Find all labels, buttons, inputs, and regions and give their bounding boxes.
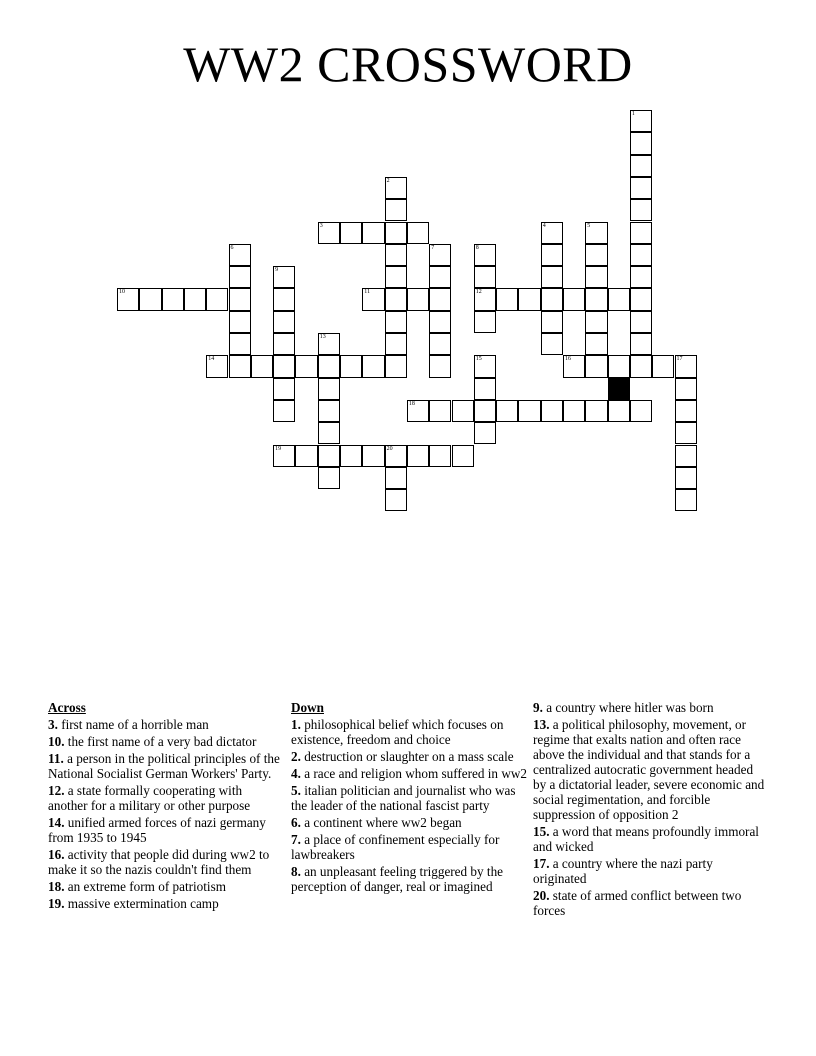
grid-cell[interactable]: [251, 355, 273, 377]
grid-cell[interactable]: [229, 333, 251, 355]
grid-cell[interactable]: [229, 311, 251, 333]
grid-cell[interactable]: [563, 288, 585, 310]
grid-cell[interactable]: [273, 266, 295, 288]
grid-cell[interactable]: [184, 288, 206, 310]
clue-text: a continent where ww2 began: [300, 815, 462, 830]
grid-cell[interactable]: [630, 199, 652, 221]
grid-cell[interactable]: [229, 266, 251, 288]
clue-number: 16.: [48, 847, 65, 862]
clue-text: a country where hitler was born: [542, 700, 714, 715]
clue-number: 9.: [533, 700, 543, 715]
grid-cell[interactable]: [162, 288, 184, 310]
grid-cell[interactable]: [318, 445, 340, 467]
grid-cell[interactable]: [585, 288, 607, 310]
clue-text: a person in the political principles of the National Socialist German Workers' Party.: [48, 751, 280, 781]
grid-cell[interactable]: [452, 445, 474, 467]
grid-cell[interactable]: [630, 155, 652, 177]
clue-text: massive extermination camp: [64, 896, 219, 911]
clue-number: 10.: [48, 734, 65, 749]
grid-cell[interactable]: [630, 400, 652, 422]
grid-cell[interactable]: [206, 288, 228, 310]
clue-item: [533, 888, 769, 918]
grid-cell[interactable]: [318, 333, 340, 355]
grid-cell[interactable]: [541, 244, 563, 266]
grid-cell[interactable]: [563, 355, 585, 377]
grid-cell[interactable]: [630, 110, 652, 132]
grid-cell[interactable]: [429, 355, 451, 377]
clue-number: 12.: [48, 783, 65, 798]
grid-cell[interactable]: [362, 355, 384, 377]
grid-cell[interactable]: [229, 288, 251, 310]
clue-text: a political philosophy, movement, or regime that exalts nation and often race above the individual and that stands for a centralized autocratic government headed by a dictatorial leader, severe economic and social regimentation, and forcible suppression of opposition 2: [533, 717, 765, 822]
clue-item: [533, 856, 769, 886]
clue-number: 11.: [48, 751, 64, 766]
across-clues: [48, 700, 284, 913]
grid-cell[interactable]: [385, 266, 407, 288]
grid-cell[interactable]: [318, 378, 340, 400]
grid-cell[interactable]: [385, 244, 407, 266]
grid-cell[interactable]: [630, 244, 652, 266]
clue-text: first name of a horrible man: [57, 717, 209, 732]
grid-cell[interactable]: [273, 311, 295, 333]
cell-number: 14: [208, 356, 215, 363]
clue-item: [533, 717, 769, 822]
grid-cell[interactable]: [541, 288, 563, 310]
cell-number: 19: [275, 445, 282, 452]
grid-cell[interactable]: [362, 445, 384, 467]
grid-cell[interactable]: [295, 355, 317, 377]
grid-cell[interactable]: [675, 489, 697, 511]
grid-cell[interactable]: [385, 288, 407, 310]
clue-item: [48, 783, 284, 813]
clue-item: [291, 864, 527, 894]
grid-cell[interactable]: [474, 311, 496, 333]
grid-cell[interactable]: [385, 467, 407, 489]
cell-number: 13: [319, 334, 326, 340]
clue-item: [48, 751, 284, 781]
grid-cell[interactable]: [518, 288, 540, 310]
grid-cell[interactable]: [585, 333, 607, 355]
grid-cell[interactable]: [407, 400, 429, 422]
grid-cell[interactable]: [273, 355, 295, 377]
grid-block-cell: [608, 378, 630, 400]
grid-cell[interactable]: [630, 288, 652, 310]
grid-cell[interactable]: [117, 288, 139, 310]
grid-cell[interactable]: [630, 222, 652, 244]
clue-item: [533, 700, 769, 715]
clue-text: italian politician and journalist who was the leader of the national fascist party: [291, 783, 516, 813]
grid-cell[interactable]: [273, 445, 295, 467]
across-heading: Across: [48, 700, 86, 715]
grid-cell[interactable]: [229, 355, 251, 377]
puzzle-title: WW2 CROSSWORD: [183, 36, 633, 92]
clue-item: [48, 879, 284, 894]
clue-item: [291, 717, 527, 747]
grid-cell[interactable]: [429, 311, 451, 333]
grid-cell[interactable]: [385, 177, 407, 199]
clue-item: [291, 766, 527, 781]
grid-cell[interactable]: [273, 288, 295, 310]
clue-text: philosophical belief which focuses on existence, freedom and choice: [291, 717, 504, 747]
grid-cell[interactable]: [385, 199, 407, 221]
clue-number: 13.: [533, 717, 550, 732]
clue-item: [533, 824, 769, 854]
grid-cell[interactable]: [385, 445, 407, 467]
grid-cell[interactable]: [496, 400, 518, 422]
grid-cell[interactable]: [340, 222, 362, 244]
clue-item: [48, 815, 284, 845]
clue-item: [48, 717, 284, 732]
grid-cell[interactable]: [585, 222, 607, 244]
grid-cell[interactable]: [429, 333, 451, 355]
cell-number: 7: [431, 244, 435, 251]
grid-cell[interactable]: [407, 445, 429, 467]
grid-cell[interactable]: [608, 400, 630, 422]
clue-number: 17.: [533, 856, 550, 871]
clue-number: 15.: [533, 824, 550, 839]
clue-number: 8.: [291, 864, 301, 879]
grid-cell[interactable]: [318, 467, 340, 489]
clue-number: 19.: [48, 896, 65, 911]
grid-cell[interactable]: [139, 288, 161, 310]
grid-cell[interactable]: [429, 288, 451, 310]
cell-number: 15: [475, 356, 482, 363]
clue-text: a word that means profoundly immoral and wicked: [533, 824, 759, 854]
grid-cell[interactable]: [675, 467, 697, 489]
grid-cell[interactable]: [652, 355, 674, 377]
cell-number: 18: [408, 400, 415, 407]
grid-cell[interactable]: [675, 400, 697, 422]
grid-cell[interactable]: [474, 288, 496, 310]
grid-cell[interactable]: [496, 288, 518, 310]
grid-cell[interactable]: [318, 400, 340, 422]
grid-cell[interactable]: [541, 266, 563, 288]
grid-cell[interactable]: [675, 355, 697, 377]
grid-cell[interactable]: [585, 266, 607, 288]
grid-cell[interactable]: [541, 222, 563, 244]
clue-number: 1.: [291, 717, 301, 732]
grid-cell[interactable]: [585, 400, 607, 422]
clue-number: 2.: [291, 749, 301, 764]
grid-cell[interactable]: [474, 266, 496, 288]
cell-number: 16: [565, 356, 571, 363]
grid-cell[interactable]: [474, 378, 496, 400]
grid-cell[interactable]: [474, 400, 496, 422]
cell-number: 10: [119, 289, 125, 296]
down-clues-continued: [533, 700, 769, 920]
grid-cell[interactable]: [585, 244, 607, 266]
grid-cell[interactable]: [295, 445, 317, 467]
grid-cell[interactable]: [206, 355, 228, 377]
clue-text: the first name of a very bad dictator: [64, 734, 257, 749]
grid-cell[interactable]: [385, 311, 407, 333]
grid-cell[interactable]: [608, 355, 630, 377]
cell-number: 12: [475, 289, 482, 296]
clue-number: 7.: [291, 832, 301, 847]
grid-cell[interactable]: [407, 288, 429, 310]
clue-text: an unpleasant feeling triggered by the perception of danger, real or imagined: [291, 864, 504, 894]
cell-number: 9: [275, 267, 279, 274]
clue-item: [291, 815, 527, 830]
grid-cell[interactable]: [385, 333, 407, 355]
clue-text: a state formally cooperating with another for a military or other purpose: [48, 783, 251, 813]
cell-number: 3: [319, 222, 323, 229]
cell-number: 8: [475, 244, 479, 251]
grid-cell[interactable]: [585, 311, 607, 333]
cell-number: 20: [386, 445, 393, 452]
grid-cell[interactable]: [675, 445, 697, 467]
grid-cell[interactable]: [407, 222, 429, 244]
grid-cell[interactable]: [429, 244, 451, 266]
cell-number: 2: [386, 177, 390, 184]
grid-cell[interactable]: [273, 400, 295, 422]
grid-cell[interactable]: [429, 400, 451, 422]
cell-number: 11: [364, 289, 371, 296]
clue-text: a country where the nazi party originated: [533, 856, 713, 886]
clue-item: [291, 749, 527, 764]
clue-item: [48, 847, 284, 877]
grid-cell[interactable]: [541, 400, 563, 422]
grid-cell[interactable]: [474, 244, 496, 266]
grid-cell[interactable]: [318, 355, 340, 377]
grid-cell[interactable]: [541, 333, 563, 355]
down-heading: Down: [291, 700, 324, 715]
grid-cell[interactable]: [362, 222, 384, 244]
grid-cell[interactable]: [318, 422, 340, 444]
grid-cell[interactable]: [229, 244, 251, 266]
grid-cell[interactable]: [385, 355, 407, 377]
grid-cell[interactable]: [563, 400, 585, 422]
grid-cell[interactable]: [630, 333, 652, 355]
clue-item: [291, 832, 527, 862]
clue-text: an extreme form of patriotism: [64, 879, 226, 894]
grid-cell[interactable]: [675, 422, 697, 444]
grid-cell[interactable]: [273, 378, 295, 400]
grid-cell[interactable]: [630, 355, 652, 377]
clue-text: destruction or slaughter on a mass scale: [300, 749, 514, 764]
clue-text: a race and religion whom suffered in ww2: [300, 766, 527, 781]
clue-text: activity that people did during ww2 to make it so the nazis couldn't find them: [48, 847, 270, 877]
cell-number: 4: [542, 222, 546, 229]
grid-cell[interactable]: [340, 445, 362, 467]
grid-cell[interactable]: [385, 489, 407, 511]
cell-number: 17: [676, 356, 683, 363]
grid-cell[interactable]: [429, 445, 451, 467]
cell-number: 6: [230, 244, 234, 251]
grid-cell[interactable]: [630, 311, 652, 333]
grid-cell[interactable]: [630, 177, 652, 199]
clue-number: 3.: [48, 717, 58, 732]
grid-cell[interactable]: [452, 400, 474, 422]
grid-cell[interactable]: [541, 311, 563, 333]
clue-text: a place of confinement especially for lawbreakers: [291, 832, 500, 862]
grid-cell[interactable]: [429, 266, 451, 288]
grid-cell[interactable]: [585, 355, 607, 377]
grid-cell[interactable]: [608, 288, 630, 310]
grid-cell[interactable]: [630, 266, 652, 288]
down-clues: [291, 700, 527, 896]
clue-text: state of armed conflict between two forces: [533, 888, 742, 918]
grid-cell[interactable]: [273, 333, 295, 355]
clue-number: 14.: [48, 815, 65, 830]
clue-number: 5.: [291, 783, 301, 798]
clue-number: 6.: [291, 815, 301, 830]
grid-cell[interactable]: [518, 400, 540, 422]
clue-number: 18.: [48, 879, 65, 894]
grid-cell[interactable]: [318, 222, 340, 244]
clue-item: [291, 783, 527, 813]
grid-cell[interactable]: [630, 132, 652, 154]
grid-cell[interactable]: [385, 222, 407, 244]
clue-item: [48, 734, 284, 749]
clue-number: 4.: [291, 766, 301, 781]
clue-number: 20.: [533, 888, 550, 903]
grid-cell[interactable]: [474, 355, 496, 377]
grid-cell[interactable]: [675, 378, 697, 400]
grid-cell[interactable]: [474, 422, 496, 444]
clue-text: unified armed forces of nazi germany from 1935 to 1945: [48, 815, 266, 845]
clue-item: [48, 896, 284, 911]
grid-cell[interactable]: [340, 355, 362, 377]
cell-number: 1: [631, 111, 635, 117]
cell-number: 5: [587, 222, 591, 229]
grid-cell[interactable]: [362, 288, 384, 310]
